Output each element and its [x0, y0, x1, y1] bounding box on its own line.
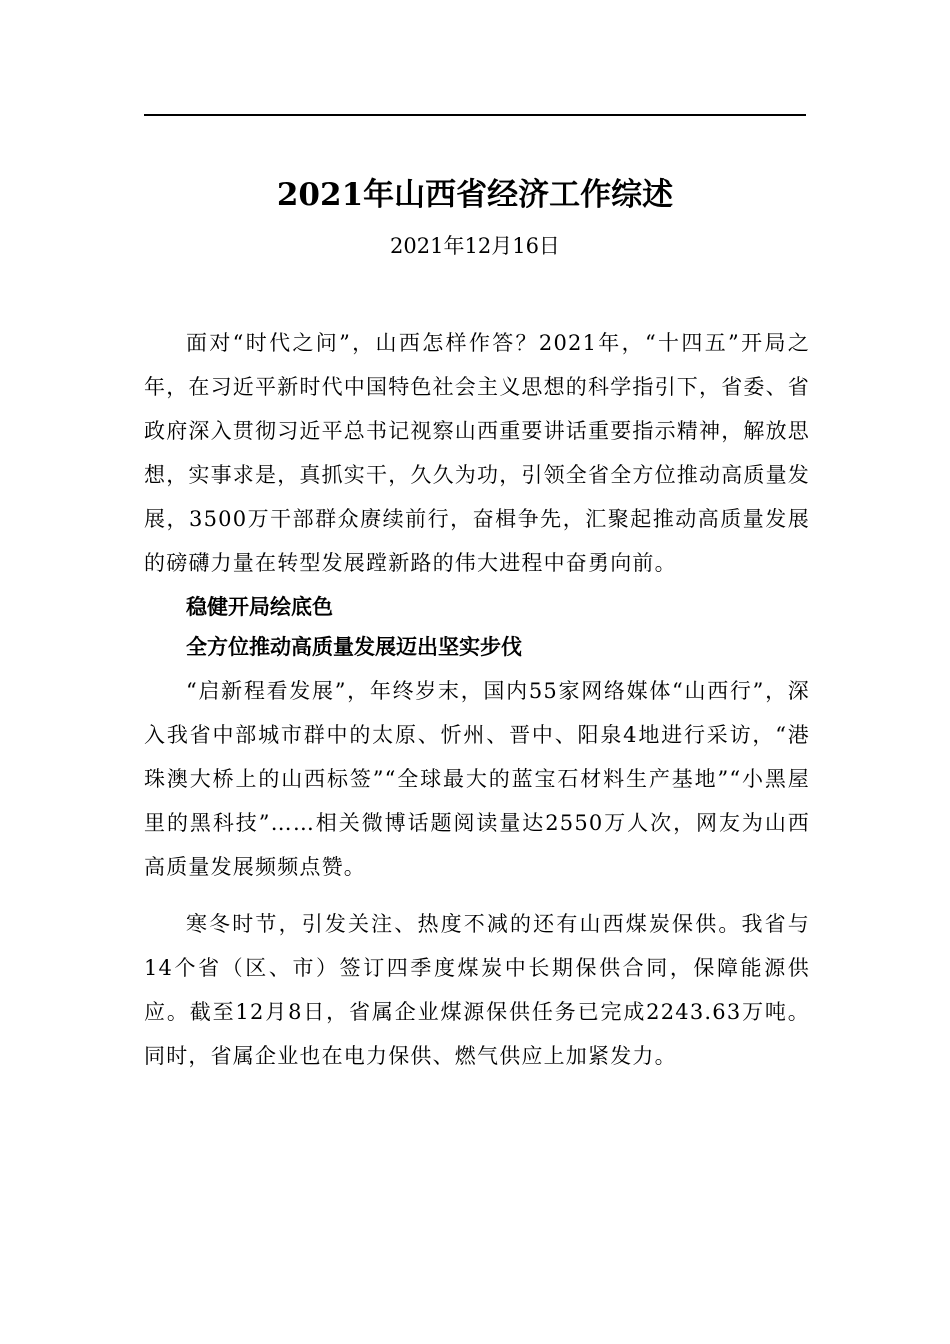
section-subheading: 全方位推动高质量发展迈出坚实步伐 — [186, 635, 522, 659]
document-date: 2021年12月16日 — [390, 234, 560, 258]
document-title: 2021年山西省经济工作综述 — [276, 177, 674, 213]
intro-paragraph: 面对“时代之问”，山西怎样作答？2021年，“十四五”开局之年，在习近平新时代中国特色社会主义思想的科学指引下，省委、省政府深入贯彻习近平总书记视察山西重要讲话重要指示精神，解放思想，实事求是，真抓实干，久久为功，引领全省全方位推动高质量发展，3500万干部群众赓续前行，奋楫争先，汇聚起推动高质量发展的磅礴力量在转型发展蹚新路的伟大进程中奋勇向前。 — [144, 331, 810, 575]
media-tour-paragraph: “启新程看发展”，年终岁末，国内55家网络媒体“山西行”，深入我省中部城市群中的太原、忻州、晋中、阳泉4地进行采访，“港珠澳大桥上的山西标签”“全球最大的蓝宝石材料生产基地”“小黑屋里的黑科技”……相关微博话题阅读量达2550万人次，网友为山西高质量发展频频点赞。 — [144, 679, 810, 879]
header-rule — [144, 114, 806, 116]
section-heading: 稳健开局绘底色 — [186, 595, 333, 619]
document-body — [144, 321, 810, 1091]
coal-supply-paragraph: 寒冬时节，引发关注、热度不减的还有山西煤炭保供。我省与14个省（区、市）签订四季度煤炭中长期保供合同，保障能源供应。截至12月8日，省属企业煤源保供任务已完成2243.63万吨。同时，省属企业也在电力保供、燃气供应上加紧发力。 — [144, 912, 810, 1068]
